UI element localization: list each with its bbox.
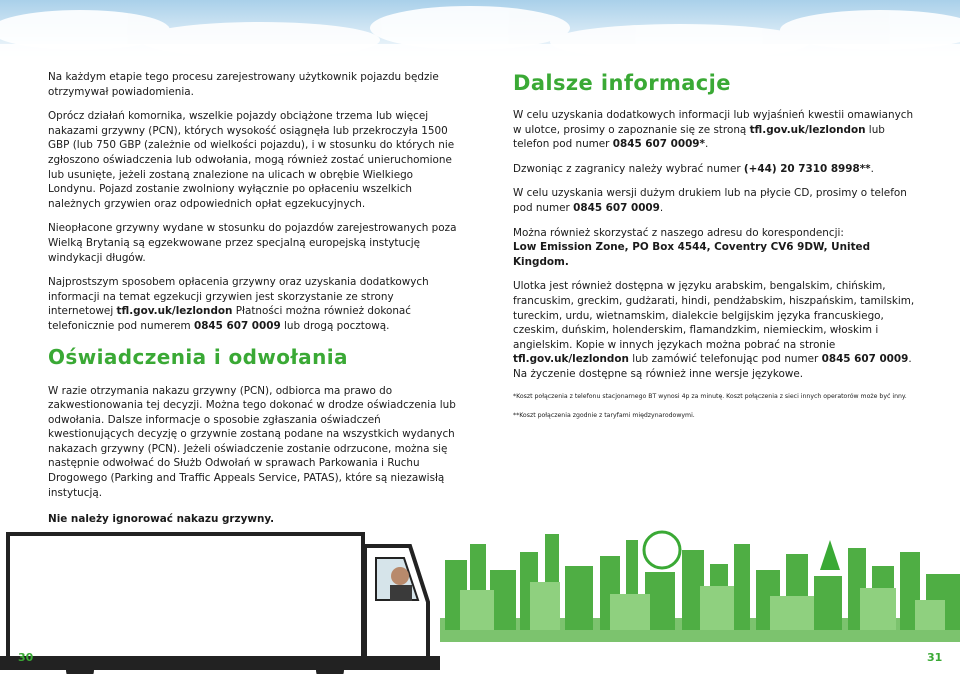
paragraph-address: Można również skorzystać z naszego adresu do korespondencji: Low Emission Zone, PO Box 4544, Coventry CV6 9DW, United Kingdom. <box>513 226 871 268</box>
section-heading-more-info: Dalsze informacje <box>513 71 731 95</box>
postal-address: Low Emission Zone, PO Box 4544, Coventry CV6 9DW, United Kingdom. <box>513 241 871 268</box>
footnote-international-cost: **Koszt połączenia zgodnie z taryfami międzynarodowymi. <box>513 411 695 419</box>
warning-line: Nie należy ignorować nakazu grzywny. <box>48 513 275 526</box>
website-link[interactable]: tfl.gov.uk/lezlondon <box>749 123 866 136</box>
phone-number: 0845 607 0009* <box>612 138 705 151</box>
paragraph-abroad: Dzwoniąc z zagranicy należy wybrać numer (+44) 20 7310 8998**. <box>513 162 874 175</box>
page-number-right: 31 <box>927 651 943 664</box>
left-column <box>48 70 458 537</box>
website-link[interactable]: tfl.gov.uk/lezlondon <box>116 305 233 318</box>
paragraph-notifications: Na każdym etapie tego procesu zarejestrowany użytkownik pojazdu będzie otrzymywał powiadomienia. <box>48 71 439 98</box>
city-skyline-icon <box>440 532 960 674</box>
right-column <box>513 70 923 430</box>
paragraph-foreign-vehicles: Nieopłacone grzywny wydane w stosunku do pojazdów zarejestrowanych poza Wielką Brytanią są egzekwowane przez specjalną europejską instytucję windykacji długów. <box>48 222 457 264</box>
footnote-call-cost: *Koszt połączenia z telefonu stacjonarnego BT wynosi 4p za minutę. Koszt połączenia z sieci innych operatorów może być inny. <box>513 392 907 400</box>
paragraph-appeals: W razie otrzymania nakazu grzywny (PCN), odbiorca ma prawo do zakwestionowania tej decyzji. Można tego dokonać w drodze oświadczenia lub odwołania. Dalsze informacje o sposobie zgłaszania oświadczeń kwestionujących decyzję o grzywnie zostaną podane na wszystkich wydanych nakazach grzywny (PCN). Jeżeli oświadczenie zostanie odrzucone, można się następnie odwołwać do Służb Odwołań w sprawach Parkowania i Ruchu Drogowego (Parking and Traffic Appeals Service, PATAS), które są niezawisłą instytucją. <box>48 384 456 499</box>
phone-number: 0845 607 0009 <box>193 319 281 332</box>
phone-number: 0845 607 0009 <box>821 353 909 366</box>
clouds-icon <box>0 0 960 62</box>
paragraph-payment: Najprostszym sposobem opłacenia grzywny oraz uzyskania dodatkowych informacji na temat egzekucji grzywien jest skorzystanie ze strony internetowej tfl.gov.uk/lezlondon Płatności można również dokonać telefonicznie pod numerem 0845 607 0009 lub drogą pocztową. <box>48 276 429 332</box>
paragraph-more-info: W celu uzyskania dodatkowych informacji lub wyjaśnień kwestii omawianych w ulotce, prosimy o zapoznanie się ze stroną tfl.gov.uk/lezlondon lub telefon pod numer 0845 607 0009*. <box>513 109 914 151</box>
truck-icon <box>0 534 440 674</box>
paragraph-clamping: Oprócz działań komornika, wszelkie pojazdy obciążone trzema lub więcej nakazami grzywny (PCN), których wysokość osiągnęła lub przekroczyła 1500 GBP (lub 750 GBP (zależnie od wielkości pojazdu), i w stosunku do których nie zgłoszono oświadczenia lub odwołania, mogą również zostać unieruchomione lub usunięte, jeżeli zostaną znalezione na ulicach w obrębie Wielkiego Londynu. Pojazd zostanie zwolniony wyłącznie po opłaceniu wszelkich należnych grzywien oraz odpowiednich opłat egzekucyjnych. <box>48 110 455 210</box>
paragraph-large-print: W celu uzyskania wersji dużym drukiem lub na płycie CD, prosimy o telefon pod numer 0845 607 0009. <box>513 187 907 214</box>
international-phone-number: (+44) 20 7310 8998** <box>743 162 871 175</box>
page-number-left: 30 <box>18 651 34 664</box>
phone-number: 0845 607 0009 <box>573 201 660 214</box>
section-heading-appeals: Oświadczenia i odwołania <box>48 344 348 369</box>
paragraph-languages: Ulotka jest również dostępna w języku arabskim, bengalskim, chińskim, francuskim, greckim, gudżarati, hindi, pendżabskim, hiszpańskim, tamilskim, tureckim, urdu, wietnamskim, dialekcie belgijskim języka francuskiego, czeskim, duńskim, holenderskim, flamandzkim, niemieckim, włoskim i angielskim. Kopie w innych językach można pobrać na stronie tfl.gov.uk/lezlondon lub zamówić telefonując pod numer 0845 607 0009. Na życzenie dostępne są również inne wersje językowe. <box>513 280 915 380</box>
illustration <box>0 510 960 674</box>
website-link[interactable]: tfl.gov.uk/lezlondon <box>513 353 629 366</box>
